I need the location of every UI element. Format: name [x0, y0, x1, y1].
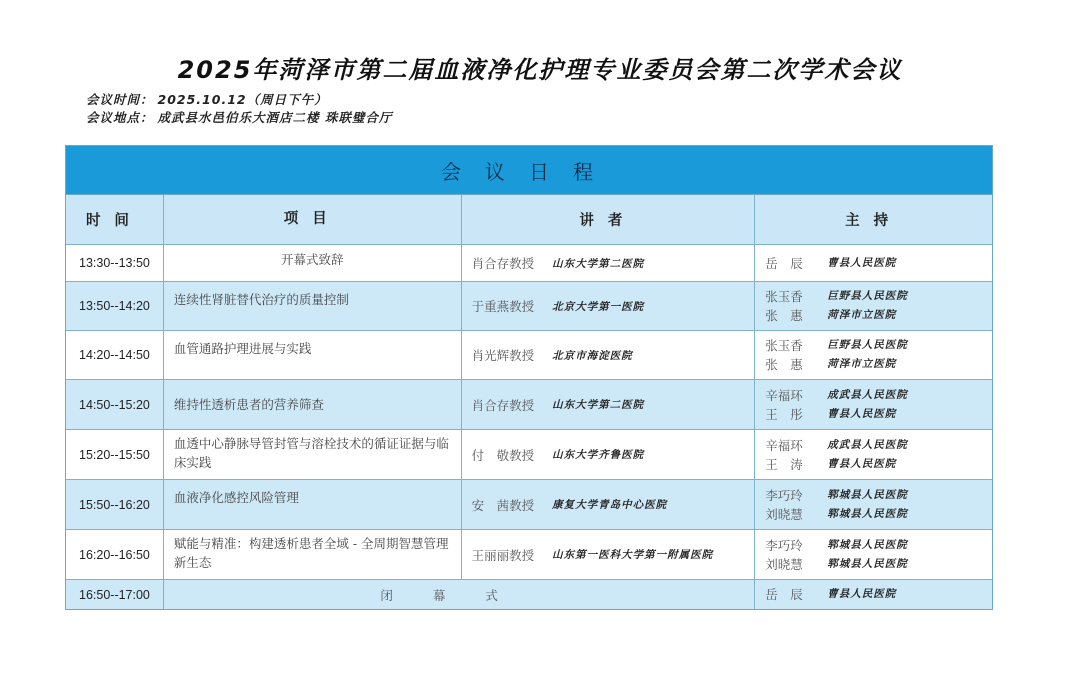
row-speaker — [462, 480, 756, 529]
row-host — [755, 530, 992, 579]
document-title: 2025年菏泽市第二届血液净化护理专业委员会第二次学术会议 — [177, 56, 903, 84]
speaker-affiliation: 山东大学第二医院 — [552, 399, 645, 411]
row-time: 14:50--15:20 — [66, 380, 164, 429]
row-host — [755, 380, 992, 429]
speaker-name: 王丽丽教授 — [471, 547, 535, 563]
host-affiliation: 郓城县人民医院 — [827, 507, 908, 520]
agenda-banner: 会议日程 — [66, 146, 992, 195]
row-time: 16:50--17:00 — [66, 580, 164, 609]
speaker-affiliation: 康复大学青岛中心医院 — [552, 499, 668, 511]
host-affiliation: 郓城县人民医院 — [827, 557, 908, 570]
row-host — [755, 245, 992, 281]
row-time: 13:30--13:50 — [66, 245, 164, 281]
row-item: 血管通路护理进展与实践 — [164, 331, 462, 379]
table-row — [66, 480, 992, 530]
table-row — [66, 245, 992, 282]
closing-ceremony: 闭幕式 — [164, 580, 755, 609]
host-name: 张玉香 — [765, 289, 803, 304]
agenda-table — [65, 145, 993, 610]
row-item: 连续性肾脏替代治疗的质量控制 — [164, 282, 462, 330]
meeting-place-label: 会议地点： — [86, 110, 154, 125]
row-time: 16:20--16:50 — [66, 530, 164, 579]
meeting-place-value: 成武县水邑伯乐大酒店二楼 珠联璧合厅 — [157, 110, 393, 125]
speaker-affiliation: 山东大学齐鲁医院 — [552, 449, 645, 461]
speaker-name: 肖合存教授 — [471, 397, 535, 413]
speaker-affiliation: 山东第一医科大学第一附属医院 — [552, 549, 714, 561]
speaker-name: 安 茜教授 — [471, 497, 535, 513]
host-affiliation: 菏泽市立医院 — [827, 309, 897, 321]
host-affiliation: 郓城县人民医院 — [827, 538, 908, 551]
meeting-time-label: 会议时间： — [86, 92, 154, 107]
host-name: 王 涛 — [765, 456, 803, 472]
row-item: 血透中心静脉导管封管与溶栓技术的循证证据与临床实践 — [164, 430, 462, 479]
speaker-name: 肖光辉教授 — [471, 348, 535, 363]
host-affiliation: 成武县人民医院 — [827, 438, 908, 451]
host-name: 辛福环 — [765, 387, 803, 403]
table-row — [66, 530, 992, 580]
row-time: 14:20--14:50 — [66, 331, 164, 379]
table-row — [66, 430, 992, 480]
host-affiliation: 郓城县人民医院 — [827, 488, 908, 501]
speaker-affiliation: 北京大学第一医院 — [552, 300, 645, 313]
header-speaker: 讲者 — [462, 195, 756, 244]
host-name: 辛福环 — [765, 437, 803, 453]
row-time: 15:20--15:50 — [66, 430, 164, 479]
row-item: 血液净化感控风险管理 — [164, 480, 462, 529]
host-name: 王 彤 — [765, 406, 803, 422]
table-row — [66, 331, 992, 380]
host-affiliation: 巨野县人民医院 — [827, 290, 908, 302]
host-name: 刘晓慧 — [765, 506, 803, 522]
table-row — [66, 282, 992, 331]
host-name: 张 惠 — [765, 357, 803, 372]
row-time: 15:50--16:20 — [66, 480, 164, 529]
row-item: 开幕式致辞 — [164, 245, 462, 281]
row-speaker — [462, 380, 756, 429]
host-name: 张 惠 — [765, 308, 803, 323]
row-host — [755, 430, 992, 479]
host-affiliation: 曹县人民医院 — [827, 588, 897, 600]
table-header-row — [66, 195, 992, 245]
row-item: 赋能与精准：构建透析患者全域 - 全周期智慧管理新生态 — [164, 530, 462, 579]
row-speaker — [462, 430, 756, 479]
host-affiliation: 曹县人民医院 — [827, 407, 897, 420]
speaker-affiliation: 山东大学第二医院 — [552, 257, 645, 270]
host-affiliation: 菏泽市立医院 — [827, 358, 897, 370]
speaker-affiliation: 北京市海淀医院 — [552, 349, 633, 362]
host-affiliation: 曹县人民医院 — [827, 256, 897, 269]
speaker-name: 于重燕教授 — [471, 299, 535, 314]
meeting-time-value: 2025.10.12（周日下午） — [157, 92, 328, 107]
row-speaker — [462, 282, 756, 330]
row-host — [755, 580, 992, 609]
row-speaker — [462, 245, 756, 281]
host-name: 李巧玲 — [765, 537, 803, 553]
host-name: 张玉香 — [765, 338, 803, 353]
row-host — [755, 480, 992, 529]
host-affiliation: 巨野县人民医院 — [827, 339, 908, 351]
meeting-place — [86, 108, 392, 126]
host-affiliation: 曹县人民医院 — [827, 457, 897, 470]
row-item: 维持性透析患者的营养筛查 — [164, 380, 462, 429]
host-name: 李巧玲 — [765, 487, 803, 503]
row-speaker — [462, 331, 756, 379]
host-affiliation: 成武县人民医院 — [827, 388, 908, 401]
header-time: 时间 — [66, 195, 164, 244]
table-row — [66, 380, 992, 430]
speaker-name: 肖合存教授 — [471, 256, 535, 271]
host-name: 岳 辰 — [765, 587, 803, 602]
speaker-name: 付 敬教授 — [471, 447, 535, 463]
row-host — [755, 331, 992, 379]
host-name: 岳 辰 — [765, 255, 803, 271]
header-item: 项目 — [164, 195, 462, 244]
row-host — [755, 282, 992, 330]
host-name: 刘晓慧 — [765, 556, 803, 572]
table-row — [66, 580, 992, 609]
meeting-time — [86, 90, 328, 108]
row-speaker — [462, 530, 756, 579]
row-time: 13:50--14:20 — [66, 282, 164, 330]
header-host: 主持 — [845, 213, 903, 229]
